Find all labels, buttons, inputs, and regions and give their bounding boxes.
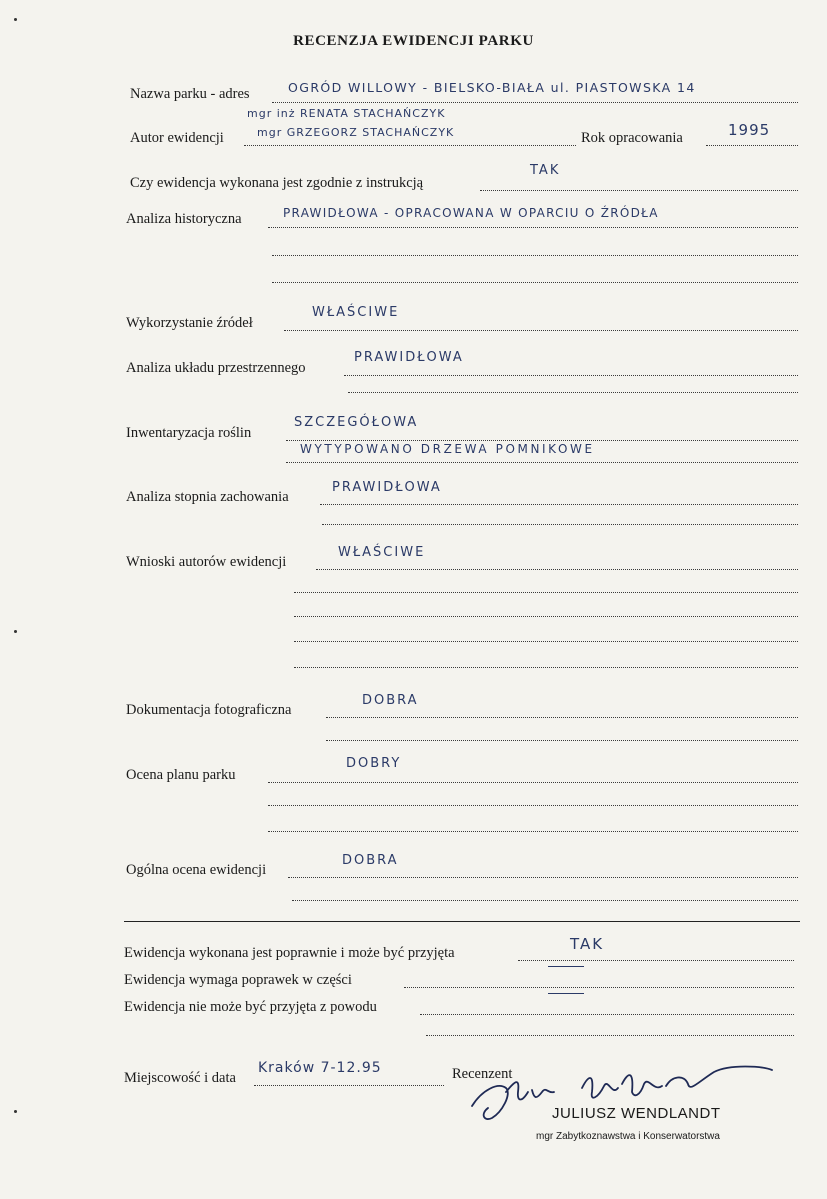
section-divider — [124, 921, 800, 922]
overall-line-1 — [288, 877, 798, 878]
plants-value: SZCZEGÓŁOWA — [294, 415, 419, 430]
overall-line-2 — [292, 900, 798, 901]
plants-line-1 — [286, 440, 798, 441]
verdict-accepted-value: TAK — [570, 935, 605, 953]
place-date-line — [254, 1085, 444, 1086]
sources-label: Wykorzystanie źródeł — [126, 315, 253, 331]
park-line — [272, 102, 798, 103]
conclusions-line-3 — [294, 616, 798, 617]
historical-line-1 — [268, 227, 798, 228]
photo-value: DOBRA — [362, 693, 419, 708]
spatial-line-1 — [344, 375, 798, 376]
historical-label: Analiza historyczna — [126, 211, 242, 227]
conclusions-line-1 — [316, 569, 798, 570]
overall-value: DOBRA — [342, 853, 399, 868]
margin-mark-2 — [14, 630, 17, 633]
verdict-corrections-line — [404, 987, 794, 988]
plan-line-3 — [268, 831, 798, 832]
plants-line-2 — [286, 462, 798, 463]
park-label: Nazwa parku - adres — [130, 86, 250, 102]
sources-value: WŁAŚCIWE — [312, 305, 400, 320]
verdict-corrections-label: Ewidencja wymaga poprawek w części — [124, 972, 352, 988]
form-title: RECENZJA EWIDENCJI PARKU — [293, 33, 534, 49]
sources-line — [284, 330, 798, 331]
verdict-dash-1 — [548, 966, 584, 967]
park-value: OGRÓD WILLOWY - BIELSKO-BIAŁA ul. PIASTOWSKA 14 — [288, 80, 696, 95]
preservation-line-2 — [322, 524, 798, 525]
verdict-rejected-line-2 — [426, 1035, 794, 1036]
author-value: mgr GRZEGORZ STACHAŃCZYK — [257, 126, 455, 139]
conclusions-line-2 — [294, 592, 798, 593]
verdict-rejected-label: Ewidencja nie może być przyjęta z powodu — [124, 999, 377, 1015]
conclusions-value: WŁAŚCIWE — [338, 545, 426, 560]
instruction-label: Czy ewidencja wykonana jest zgodnie z instrukcją — [130, 175, 424, 191]
preservation-value: PRAWIDŁOWA — [332, 480, 442, 495]
year-line — [706, 145, 798, 146]
conclusions-label: Wnioski autorów ewidencji — [126, 554, 287, 570]
author-line — [244, 145, 576, 146]
conclusions-line-4 — [294, 641, 798, 642]
spatial-label: Analiza układu przestrzennego — [126, 360, 306, 376]
place-date-value: Kraków 7-12.95 — [258, 1060, 382, 1076]
margin-mark-1 — [14, 18, 17, 21]
plants-label: Inwentaryzacja roślin — [126, 425, 252, 441]
photo-line-1 — [326, 717, 798, 718]
verdict-accepted-label: Ewidencja wykonana jest poprawnie i może być przyjęta — [124, 945, 455, 961]
historical-line-3 — [272, 282, 798, 283]
instruction-value: TAK — [530, 163, 561, 178]
place-date-label: Miejscowość i data — [124, 1070, 236, 1086]
author-label: Autor ewidencji — [130, 130, 224, 146]
verdict-rejected-line-1 — [420, 1014, 794, 1015]
year-label: Rok opracowania — [581, 130, 683, 146]
historical-value: PRAWIDŁOWA - OPRACOWANA W OPARCIU O ŹRÓDŁA — [283, 206, 659, 220]
instruction-line — [480, 190, 798, 191]
overall-label: Ogólna ocena ewidencji — [126, 862, 267, 878]
year-value: 1995 — [728, 121, 771, 139]
spatial-value: PRAWIDŁOWA — [354, 350, 464, 365]
reviewer-name: JULIUSZ WENDLANDT — [552, 1105, 721, 1122]
photo-label: Dokumentacja fotograficzna — [126, 702, 292, 718]
conclusions-line-5 — [294, 667, 798, 668]
preservation-label: Analiza stopnia zachowania — [126, 489, 289, 505]
plan-line-1 — [268, 782, 798, 783]
verdict-accepted-line — [518, 960, 794, 961]
photo-line-2 — [326, 740, 798, 741]
reviewer-title: mgr Zabytkoznawstwa i Konserwatorstwa — [536, 1131, 720, 1142]
plan-value: DOBRY — [346, 756, 402, 771]
spatial-line-2 — [348, 392, 798, 393]
plan-label: Ocena planu parku — [126, 767, 236, 783]
reviewer-label: Recenzent — [452, 1066, 513, 1082]
historical-line-2 — [272, 255, 798, 256]
author-note: mgr inż RENATA STACHAŃCZYK — [247, 107, 446, 120]
plan-line-2 — [268, 805, 798, 806]
verdict-dash-2 — [548, 993, 584, 994]
plants-value-2: WYTYPOWANO DRZEWA POMNIKOWE — [300, 442, 595, 456]
margin-mark-3 — [14, 1110, 17, 1113]
preservation-line-1 — [320, 504, 798, 505]
